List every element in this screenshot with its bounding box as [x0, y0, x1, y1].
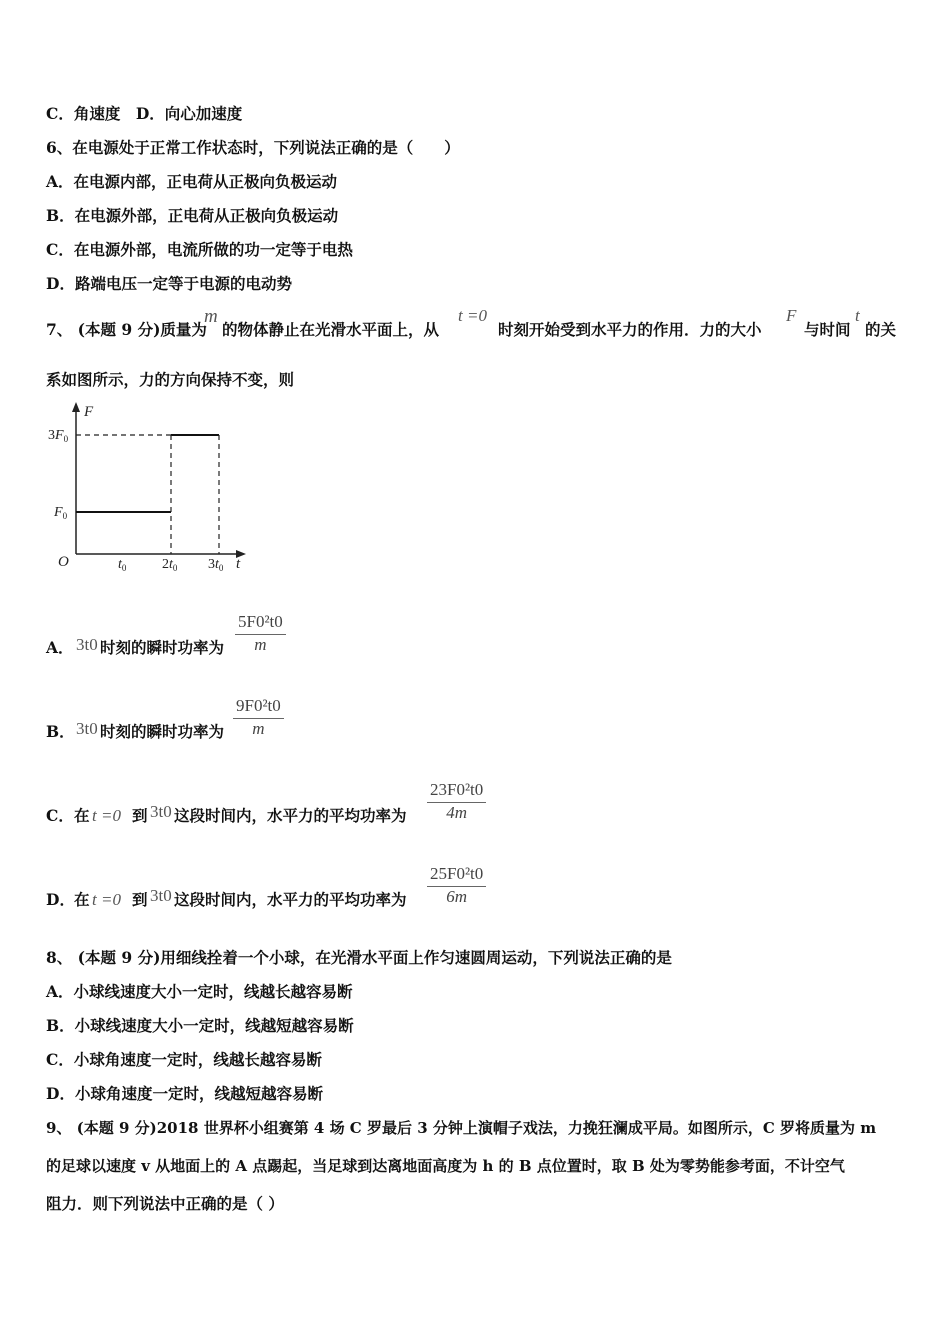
q7-option-c-from: t =0	[92, 806, 121, 825]
q6-option-c: C．在电源外部，电流所做的功一定等于电热	[46, 240, 353, 259]
fraction-numerator: 9F0²t0	[236, 696, 281, 715]
q7-option-d-label: D．	[46, 890, 75, 909]
y-axis-label: F	[84, 404, 94, 420]
q6-option-d: D．路端电压一定等于电源的电动势	[46, 274, 292, 293]
q7-option-a-fraction	[235, 612, 286, 655]
q6-stem: 6、在电源处于正常工作状态时，下列说法正确的是（ ）	[46, 138, 460, 157]
q7-option-a-label: A．	[46, 638, 74, 657]
q7-option-d-to-word: 到	[132, 890, 148, 909]
q7-option-a-time: 3t0	[76, 635, 98, 654]
q7-option-c-to-word: 到	[132, 806, 148, 825]
q9-line-3: 阻力．则下列说法中正确的是（ ）	[46, 1194, 284, 1213]
q7-stem-part-2: 的物体静止在光滑水平面上，从	[222, 320, 440, 339]
fraction-denominator: m	[254, 635, 267, 654]
x-tick-t0: $t_0$	[118, 557, 127, 573]
q7-option-d-from: t =0	[92, 890, 121, 909]
q7-option-c-fraction	[427, 780, 486, 823]
y-tick-3f0: $3F_0$	[48, 428, 69, 444]
x-tick-3t0: $3t_0$	[208, 557, 224, 573]
q7-option-c-label: C．	[46, 806, 74, 825]
q7-option-b-time: 3t0	[76, 719, 98, 738]
q7-stem-part-1: 7、 (本题 9 分)质量为	[46, 320, 207, 339]
q7-option-d-fraction	[427, 864, 486, 907]
q6-option-a: A．在电源内部，正电荷从正极向负极运动	[46, 172, 338, 191]
q8-stem: 8、 (本题 9 分)用细线拴着一个小球，在光滑水平面上作匀速圆周运动，下列说法正确的是	[46, 948, 672, 967]
q7-option-c-text: 这段时间内，水平力的平均功率为	[174, 806, 407, 825]
q7-option-b-label: B．	[46, 722, 75, 741]
q8-option-c: C．小球角速度一定时，线越长越容易断	[46, 1050, 322, 1069]
q7-option-a-text: 时刻的瞬时功率为	[100, 638, 225, 657]
q7-stem-part-4: 与时间	[804, 320, 851, 339]
q8-option-a: A．小球线速度大小一定时，线越长越容易断	[46, 982, 353, 1001]
q7-var-F: F	[786, 306, 797, 325]
fraction-numerator: 23F0²t0	[430, 780, 484, 799]
y-axis-arrow	[72, 402, 80, 412]
y-tick-f0: $F_0$	[54, 505, 68, 521]
q7-var-t: t	[855, 306, 860, 325]
q7-option-d-time: 3t0	[150, 886, 172, 905]
q7-option-b-fraction	[233, 696, 284, 739]
q7-option-d-pre: 在	[74, 890, 90, 909]
fraction-numerator: 5F0²t0	[238, 612, 283, 631]
q7-t-zero: t =0	[458, 306, 487, 325]
x-axis-label: t	[236, 556, 241, 572]
q7-option-c-time: 3t0	[150, 802, 172, 821]
q7-option-d-text: 这段时间内，水平力的平均功率为	[174, 890, 407, 909]
q7-option-c-pre: 在	[74, 806, 90, 825]
fraction-denominator: 4m	[446, 803, 468, 822]
origin-label: O	[58, 554, 69, 570]
x-tick-2t0: $2t_0$	[162, 557, 178, 573]
q9-line-1: 9、 (本题 9 分)2018 世界杯小组赛第 4 场 C 罗最后 3 分钟上演帽子戏法，力挽狂澜成平局。如图所示，C 罗将质量为 m	[46, 1119, 877, 1137]
fraction-denominator: 6m	[446, 887, 468, 906]
fraction-denominator: m	[252, 719, 265, 738]
q5-options-cd: C．角速度 D．向心加速度	[46, 104, 243, 123]
q7-option-b-text: 时刻的瞬时功率为	[100, 722, 225, 741]
q9-line-2: 的足球以速度 v 从地面上的 A 点踢起，当足球到达离地面高度为 h 的 B 点位置时，取 B 处为零势能参考面，不计空气	[46, 1157, 845, 1175]
q7-var-m: m	[204, 306, 218, 327]
q7-stem-part-3: 时刻开始受到水平力的作用．力的大小	[498, 320, 762, 339]
fraction-numerator: 25F0²t0	[430, 864, 484, 883]
q8-option-b: B．小球线速度大小一定时，线越短越容易断	[46, 1016, 354, 1035]
q6-option-b: B．在电源外部，正电荷从正极向负极运动	[46, 206, 339, 225]
q7-stem-part-5: 的关	[865, 320, 897, 339]
q8-option-d: D．小球角速度一定时，线越短越容易断	[46, 1084, 323, 1103]
force-time-graph	[40, 398, 260, 578]
q7-stem-line-2: 系如图所示，力的方向保持不变，则	[46, 370, 295, 389]
